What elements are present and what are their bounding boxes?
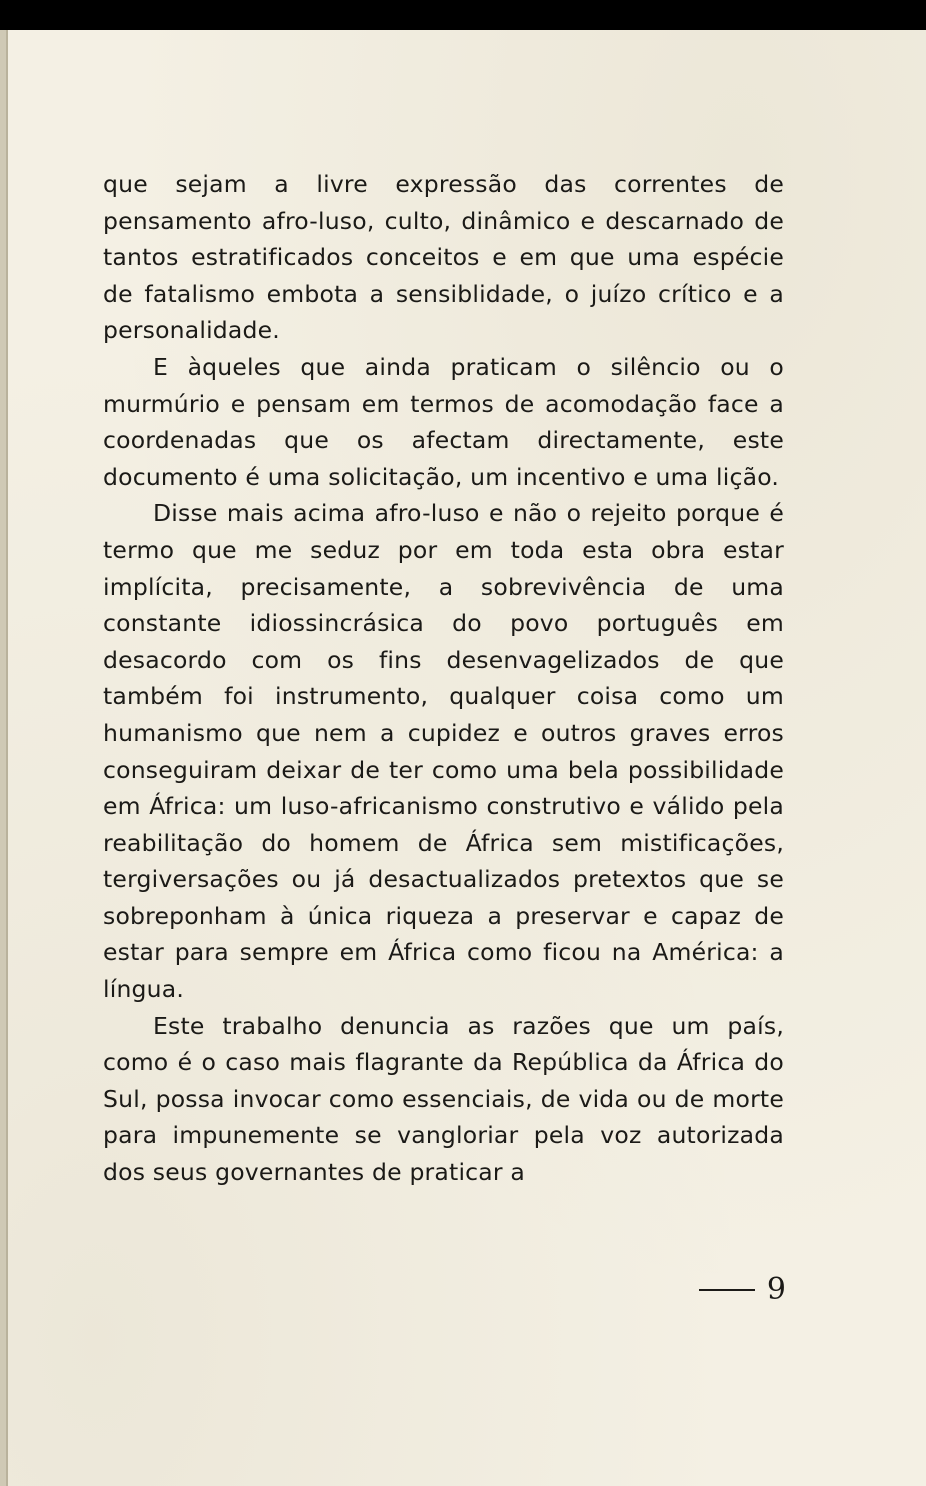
page-number: 9 — [766, 1272, 786, 1307]
page-folio — [676, 1270, 786, 1310]
page-left-edge — [6, 30, 8, 1486]
body-text — [103, 166, 784, 1191]
paragraph-4: Este trabalho denuncia as razões que um país, como é o caso mais flagrante da República da África do Sul, possa invocar como essenciais, de vida ou de morte para impunemente se vangloriar pela voz autorizada dos seus governantes de praticar a — [103, 1011, 784, 1187]
folio-rule — [699, 1289, 755, 1291]
paragraph-3: Disse mais acima afro-luso e não o rejeito porque é termo que me seduz por em toda esta obra estar implícita, precisamente, a sobrevivência de uma constante idiossincrásica do povo português em desacordo com os fins desenvagelizados de que também foi instrumento, qualquer coisa como um humanismo que nem a cupidez e outros graves erros conseguiram deixar de ter como uma bela possibilidade em África: um luso-africanismo construtivo e válido pela reabilitação do homem de África sem mistificações, tergiversações ou já desactualizados pretextos que se sobreponham à única riqueza a preservar e capaz de estar para sempre em África como ficou na América: a língua. — [103, 499, 784, 1004]
paragraph-2: E àqueles que ainda praticam o silêncio ou o murmúrio e pensam em termos de acomodação face a coordenadas que os afectam directamente, este documento é uma solicitação, um incentivo e uma lição. — [103, 352, 784, 491]
paragraph-1: que sejam a livre expressão das correntes de pensamento afro-luso, culto, dinâmico e descarnado de tantos estratificados conceitos e em que uma espécie de fatalismo embota a sensiblidade, o juízo crítico e a personalidade. — [103, 170, 784, 345]
